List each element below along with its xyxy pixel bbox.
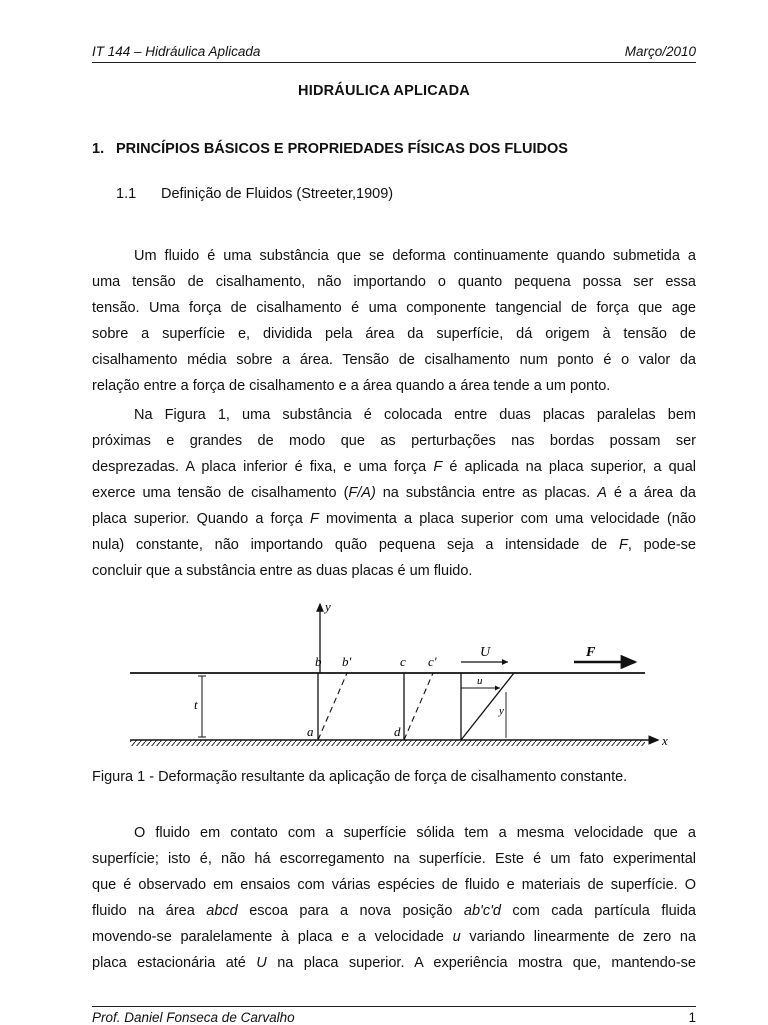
line-dc-prime (404, 673, 433, 740)
label-c: c (400, 654, 406, 669)
subsection-heading (116, 186, 393, 202)
section-number: 1. (92, 141, 105, 157)
thickness-label: t (194, 697, 198, 712)
paragraph-line: próximas e grandes de modo que as perturbações nas bordas possam ser (92, 433, 696, 449)
profile-y-label: y (499, 705, 504, 717)
paragraph-line: uma tensão de cisalhamento, não importando o quanto pequena possa ser essa (92, 274, 696, 290)
line-ab-prime (318, 673, 347, 740)
label-c-prime: c′ (428, 654, 437, 669)
label-a: a (307, 724, 314, 739)
fixed-plate-hatch (130, 740, 645, 746)
page-header (92, 44, 696, 63)
velocity-u-label: u (477, 675, 483, 687)
force-F-label: F (586, 645, 596, 660)
paragraph-line: cisalhamento média sobre a área. Tensão de cisalhamento num ponto é o valor da (92, 352, 696, 368)
label-b: b (315, 654, 322, 669)
paragraph-line: Na Figura 1, uma substância é colocada entre duas placas paralelas bem (134, 407, 696, 423)
paragraph-line: placa superior. Quando a força F movimenta a placa superior com uma velocidade (não (92, 511, 696, 527)
paragraph-1 (92, 243, 696, 399)
paragraph-line: O fluido em contato com a superfície sólida tem a mesma velocidade que a (134, 825, 696, 841)
paragraph-line: exerce uma tensão de cisalhamento (F/A) na substância entre as placas. A é a área da (92, 485, 696, 501)
paragraph-line: Um fluido é uma substância que se deforma continuamente quando submetida a (134, 248, 696, 264)
figure-shear-deformation (130, 598, 670, 758)
paragraph-2 (92, 402, 696, 584)
paragraph-line: placa estacionária até U na placa superior. A experiência mostra que, mantendo-se (92, 955, 696, 971)
subsection-number: 1.1 (116, 186, 137, 202)
paragraph-line: sobre a superfície e, dividida pela área da superfície, dá origem à tensão de (92, 326, 696, 342)
paragraph-line: concluir que a substância entre as duas placas é um fluido. (92, 563, 473, 579)
paragraph-line: nula) constante, não importando quão pequena seja a intensidade de F, pode-se (92, 537, 696, 553)
label-d: d (394, 724, 401, 739)
header-date: Março/2010 (624, 44, 696, 59)
figure-caption: Figura 1 - Deformação resultante da aplicação de força de cisalhamento constante. (92, 769, 628, 785)
paragraph-line: tensão. Uma força de cisalhamento é uma componente tangencial de força que age (92, 300, 696, 316)
y-axis-label: y (325, 599, 331, 614)
document-title: HIDRÁULICA APLICADA (298, 83, 470, 99)
paragraph-line: que é observado em ensaios com várias espécies de fluido e materiais de superfície. O (92, 877, 696, 893)
paragraph-3 (92, 820, 696, 976)
subsection-title: Definição de Fluidos (Streeter,1909) (161, 186, 394, 202)
page-footer (92, 1006, 696, 1025)
paragraph-line: superfície; isto é, não há escorregamento na superfície. Este é um fato experimental (92, 851, 696, 867)
section-title: PRINCÍPIOS BÁSICOS E PROPRIEDADES FÍSICAS DOS FLUIDOS (116, 141, 568, 157)
paragraph-line: relação entre a força de cisalhamento e a área quando a área tende a um ponto. (92, 378, 611, 394)
header-course: IT 144 – Hidráulica Aplicada (92, 44, 261, 59)
page-number: 1 (688, 1010, 696, 1025)
paragraph-line: desprezadas. A placa inferior é fixa, e uma força F é aplicada na placa superior, a qual (92, 459, 696, 475)
section-heading (92, 141, 568, 157)
x-axis-label: x (662, 733, 668, 748)
velocity-U-label: U (480, 645, 491, 660)
footer-author: Prof. Daniel Fonseca de Carvalho (92, 1010, 295, 1025)
label-b-prime: b′ (342, 654, 352, 669)
paragraph-line: movendo-se paralelamente à placa e a velocidade u variando linearmente de zero na (92, 929, 696, 945)
paragraph-line: fluido na área abcd escoa para a nova posição ab'c'd com cada partícula fluida (92, 903, 696, 919)
